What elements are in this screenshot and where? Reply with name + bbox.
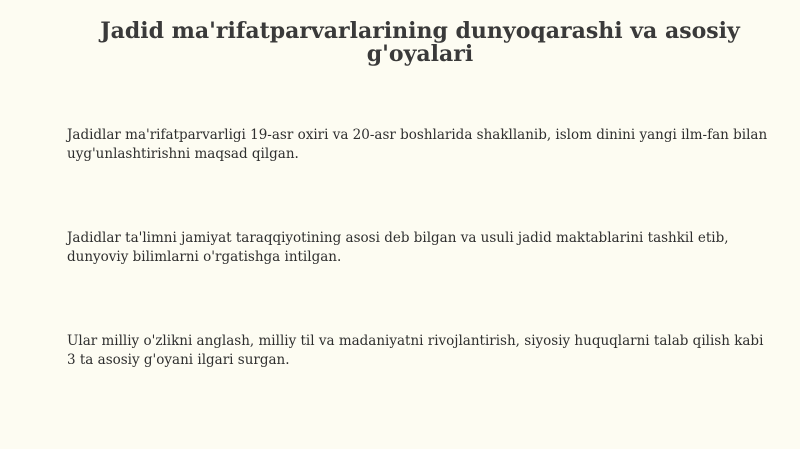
paragraph-national-ideas: Ular milliy o'zlikni anglash, milliy til va madaniyatni rivojlantirish, siyosiy huquqlarni talab qilish kabi 3 ta asosiy g'oyani ilgari surgan. bbox=[67, 333, 764, 368]
paragraph-schools: Jadidlar ta'limni jamiyat taraqqiyotining asosi deb bilgan va usuli jadid maktablarini tashkil etib, dunyoviy bilimlarni o'rgatishga intilgan. bbox=[67, 230, 729, 265]
slide-title: Jadid ma'rifatparvarlarining dunyoqarashi va asosiy g'oyalari bbox=[100, 18, 740, 67]
paragraph-education-reform: Jadidlar ma'rifatparvarligi 19-asr oxiri va 20-asr boshlarida shakllanib, islom dinini yangi ilm-fan bilan uyg'unlashtirishni maqsad qilgan. bbox=[67, 127, 768, 162]
